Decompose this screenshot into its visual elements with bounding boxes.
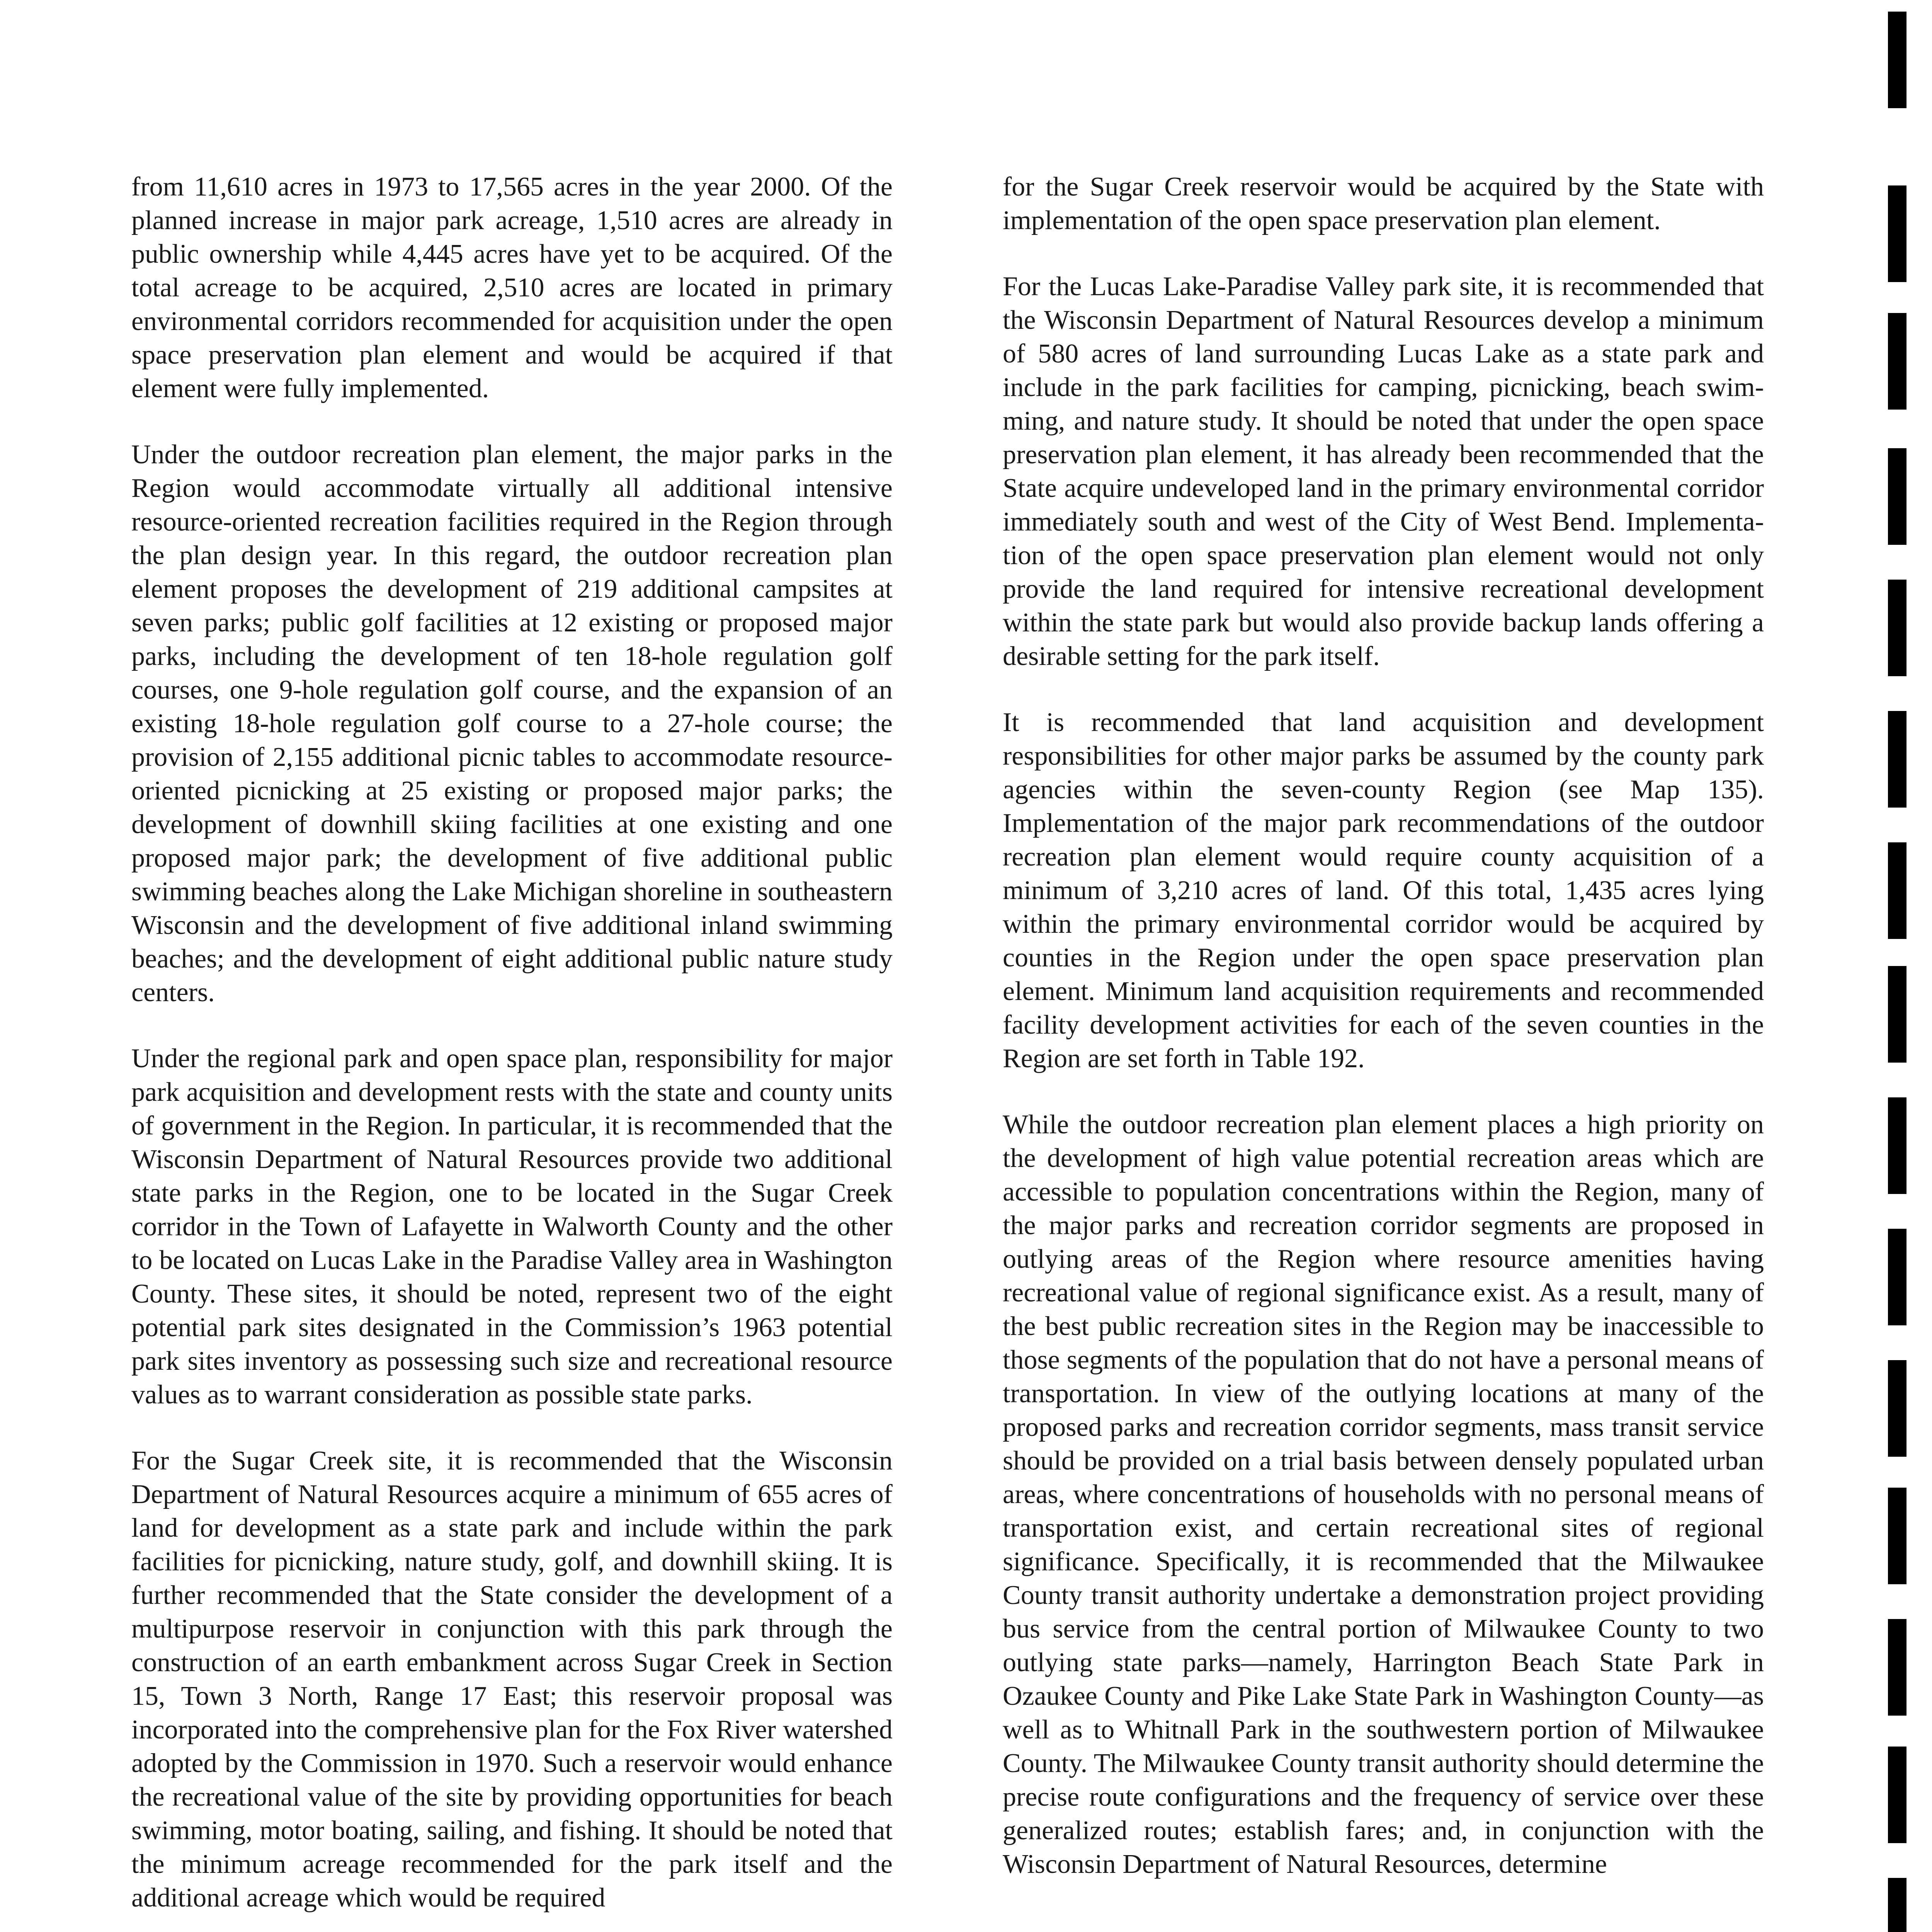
binding-mark	[1888, 842, 1906, 939]
right-paragraph-1: for the Sugar Creek reservoir would be acquired by the State with implementation of the open space preservation plan element.	[1003, 172, 1764, 235]
right-paragraph-4: While the outdoor recreation plan element places a high priority on the development of high value potential recreation areas which are accessible to population concentrations within the Region, many of the major parks and recreation corridor segments are proposed in outlying areas of the Region where resource amenities having recreational value of regional significance exist. As a result, many of the best public recreation sites in the Region may be inaccessible to those segments of the population that do not have a personal means of transportation. In view of the outlying locations at many of the proposed parks and recreation corridor segments, mass transit service should be provided on a trial basis between densely populated urban areas, where concentrations of households with no personal means of transportation exist, and certain recreational sites of regional significance. Specifically, it is recommended that the Milwaukee County transit authority undertake a demonstration project providing bus service from the central portion of Milwaukee County to two outlying state parks—namely, Harrington Beach State Park in Ozaukee County and Pike Lake State Park in Washington County—as well as to Whitnall Park in the southwestern portion of Milwaukee County. The Milwaukee County transit authority should determine the precise route configurations and the frequency of service over these generalized routes; establish fares; and, in conjunction with the Wisconsin Department of Natural Resources, determine	[1003, 1110, 1764, 1879]
left-paragraph-4: For the Sugar Creek site, it is recommended that the Wisconsin Department of Natural Resources acquire a minimum of 655 acres of land for development as a state park and include within the park facilities for picnicking, nature study, golf, and downhill skiing. It is further recommended that the State consider the development of a multipurpose reservoir in conjunction with this park through the construction of an earth embankment across Sugar Creek in Section 15, Town 3 North, Range 17 East; this reservoir proposal was incorporated into the comprehensive plan for the Fox River watershed adopted by the Commission in 1970. Such a reservoir would enhance the recreational value of the site by providing opportunities for beach swimming, motor boating, sailing, and fishing. It should be noted that the minimum acreage recommended for the park itself and the additional acreage which would be required	[131, 1446, 893, 1913]
right-paragraph-2: For the Lucas Lake-Paradise Valley park site, it is recommended that the Wisconsin Department of Natural Resources develop a minimum of 580 acres of land surrounding Lucas Lake as a state park and include in the park facilities for camping, picnicking, beach swimming, and nature study. It should be noted that under the open space preservation plan element, it has already been recommended that the State acquire undeveloped land in the primary environmental corridor immediately south and west of the City of West Bend. Implementation of the open space preservation plan element would not only provide the land required for intensive recreational development within the state park but would also provide backup lands offering a desirable setting for the park itself.	[1003, 272, 1764, 671]
right-paragraph-3: It is recommended that land acquisition and development responsibilities for other major parks be assumed by the county park agencies within the seven-county Region (see Map 135). Implementation of the major park recommendations of the outdoor recreation plan element would require county acquisition of a minimum of 3,210 acres of land. Of this total, 1,435 acres lying within the primary environmental corridor would be acquired by counties in the Region under the open space preservation plan element. Minimum land acquisition requirements and recommended facility development activities for each of the seven counties in the Region are set forth in Table 192.	[1003, 707, 1764, 1073]
left-paragraph-2: Under the outdoor recreation plan element, the major parks in the Region would accommodate virtually all additional intensive resource-oriented recreation facilities required in the Region through the plan design year. In this regard, the outdoor recreation plan element proposes the development of 219 additional campsites at seven parks; public golf facilities at 12 existing or proposed major parks, including the development of ten 18-hole regulation golf courses, one 9-hole regulation golf course, and the expansion of an existing 18-hole regulation golf course to a 27-hole course; the provision of 2,155 additional picnic tables to accommodate resource-oriented picnicking at 25 existing or proposed major parks; the development of downhill skiing facilities at one existing and one proposed major park; the development of five additional public swimming beaches along the Lake Michigan shoreline in southeastern Wisconsin and the development of five additional inland swimming beaches; and the development of eight additional public nature study centers.	[131, 440, 893, 1007]
binding-mark	[1888, 1360, 1906, 1457]
binding-mark	[1888, 711, 1906, 808]
binding-mark	[1888, 966, 1906, 1063]
binding-mark	[1888, 1878, 1906, 1932]
binding-mark	[1888, 1619, 1906, 1716]
binding-mark	[1888, 1747, 1906, 1843]
binding-mark	[1888, 448, 1906, 545]
right-text-column	[1003, 170, 1764, 1913]
left-paragraph-3: Under the regional park and open space plan, responsibility for major park acquisition and development rests with the state and county units of government in the Region. In particular, it is recommended that the Wisconsin Department of Natural Resources provide two additional state parks in the Region, one to be located in the Sugar Creek corridor in the Town of Lafayette in Walworth County and the other to be located on Lucas Lake in the Paradise Valley area in Washington County. These sites, it should be noted, represent two of the eight potential park sites designated in the Commission’s 1963 potential park sites inventory as possessing such size and recreational resource values as to warrant consideration as possible state parks.	[131, 1044, 893, 1410]
left-paragraph-1: from 11,610 acres in 1973 to 17,565 acres in the year 2000. Of the planned increase in major park acreage, 1,510 acres are already in public ownership while 4,445 acres have yet to be acquired. Of the total acreage to be acquired, 2,510 acres are located in primary environmental corridors recommended for acquisition under the open space preservation plan element and would be acquired if that element were fully implemented.	[131, 172, 893, 403]
binding-mark	[1888, 1229, 1906, 1325]
binding-marks	[1888, 0, 1911, 1932]
binding-mark	[1888, 313, 1906, 410]
binding-mark	[1888, 580, 1906, 676]
binding-mark	[1888, 12, 1906, 108]
binding-mark	[1888, 185, 1906, 282]
binding-mark	[1888, 1488, 1906, 1584]
binding-mark	[1888, 1097, 1906, 1194]
left-text-column	[131, 170, 893, 1932]
